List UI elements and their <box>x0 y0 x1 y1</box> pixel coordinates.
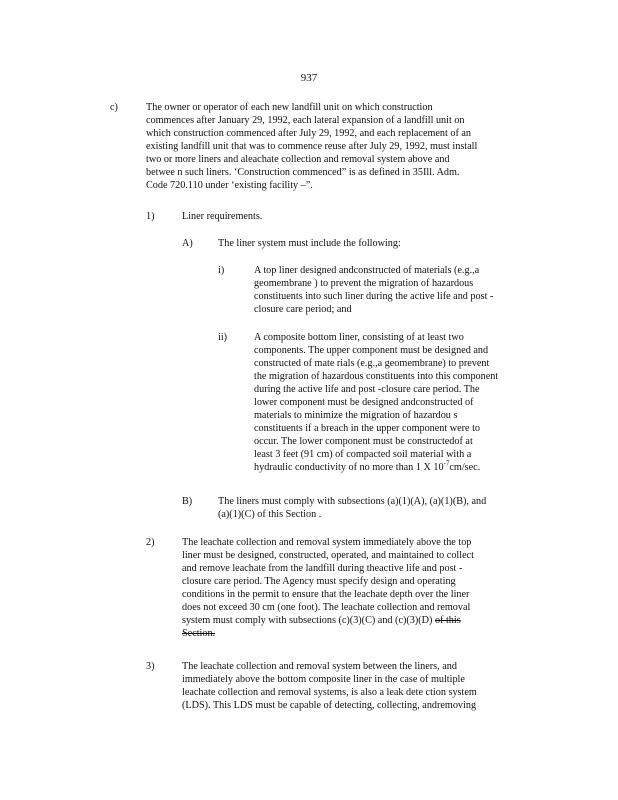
item-ii-line: occur. The lower component must be constructedof at <box>254 436 473 447</box>
item-3-line: immediately above the bottom composite liner in the case of multiple <box>182 674 465 685</box>
item-b-line: (a)(1)(C) of this Section . <box>218 509 322 520</box>
item-ii-line: constructed of mate rials (e.g.,a geomembrane) to prevent <box>254 358 490 369</box>
section-c-line: which construction commenced after July 29, 1992, and each replacement of an <box>146 128 472 139</box>
item-ii-line: A composite bottom liner, consisting of at least two <box>254 332 464 343</box>
section-c-label: c) <box>110 102 118 113</box>
item-2-line: does not exceed 30 cm (one foot). The leachate collection and removal <box>182 602 471 613</box>
item-2-line7-text: system must comply with subsections (c)(3)(C) and (c)(3)(D) <box>182 615 433 626</box>
item-3-line: The leachate collection and removal system between the liners, and <box>182 661 457 672</box>
item-b-line: The liners must comply with subsections (a)(1)(A), (a)(1)(B), and <box>218 496 487 507</box>
item-ii-line: components. The upper component must be designed and <box>254 345 489 356</box>
item-i-line: geomembrane ) to prevent the migration of hazardous <box>254 278 474 289</box>
section-c-line: The owner or operator of each new landfill unit on which construction <box>146 102 433 113</box>
item-ii-line: the migration of hazardous constituents into this component <box>254 371 499 382</box>
item-ii-last-prefix: hydraulic conductivity of no more than 1 X 10 <box>254 462 444 473</box>
item-ii-line: least 3 feet (91 cm) of compacted soil material with a <box>254 449 472 460</box>
item-1-text: Liner requirements. <box>182 211 263 222</box>
section-c-line: commences after January 29, 1992, each lateral expansion of a landfill unit on <box>146 115 465 126</box>
item-2-line <box>182 614 461 627</box>
item-2-line: The leachate collection and removal system immediately above the top <box>182 537 472 548</box>
item-2-line: and remove leachate from the landfill during theactive life and post - <box>182 563 463 574</box>
item-2-label: 2) <box>146 537 155 548</box>
item-ii-label: ii) <box>218 332 228 343</box>
item-ii-exponent: -7 <box>443 459 450 468</box>
item-3-line: (LDS). This LDS must be capable of detecting, collecting, andremoving <box>182 700 477 711</box>
section-c-line: betwee n such liners. ‘Construction commenced” is as defined in 35Ill. Adm. <box>146 167 460 178</box>
item-a-label: A) <box>182 238 193 249</box>
section-c-line: two or more liners and aleachate collection and removal system above and <box>146 154 450 165</box>
item-3-label: 3) <box>146 661 155 672</box>
section-c-line: Code 720.110 under ‘existing facility –”. <box>146 180 313 191</box>
item-2-line: conditions in the permit to ensure that the leachate depth over the liner <box>182 589 470 600</box>
item-1-label: 1) <box>146 211 155 222</box>
item-i-line: A top liner designed andconstructed of materials (e.g.,a <box>254 265 480 276</box>
item-2-struck-text: of this <box>434 615 461 626</box>
item-ii-line: lower component must be designed andconstructed of <box>254 397 474 408</box>
item-i-label: i) <box>218 265 225 276</box>
page-number: 937 <box>300 72 318 84</box>
item-i-line: closure care period; and <box>254 304 352 315</box>
item-b-label: B) <box>182 496 193 507</box>
item-2-line: closure care period. The Agency must specify design and operating <box>182 576 456 587</box>
item-2-line: liner must be designed, constructed, operated, and maintained to collect <box>182 550 474 561</box>
item-a-text: The liner system must include the following: <box>218 238 401 249</box>
item-ii-line-last <box>254 461 480 474</box>
section-c-line: existing landfill unit that was to commence reuse after July 29, 1992, must install <box>146 141 478 152</box>
item-ii-line: materials to minimize the migration of hazardou s <box>254 410 458 421</box>
item-2-struck-line: Section. <box>182 628 216 639</box>
item-i-line: constituents into such liner during the active life and post - <box>254 291 494 302</box>
item-ii-last-suffix: cm/sec. <box>449 462 481 473</box>
item-3-line: leachate collection and removal systems, is also a leak dete ction system <box>182 687 477 698</box>
item-ii-line: during the active life and post -closure care period. The <box>254 384 480 395</box>
item-ii-line: constituents if a breach in the upper component were to <box>254 423 481 434</box>
